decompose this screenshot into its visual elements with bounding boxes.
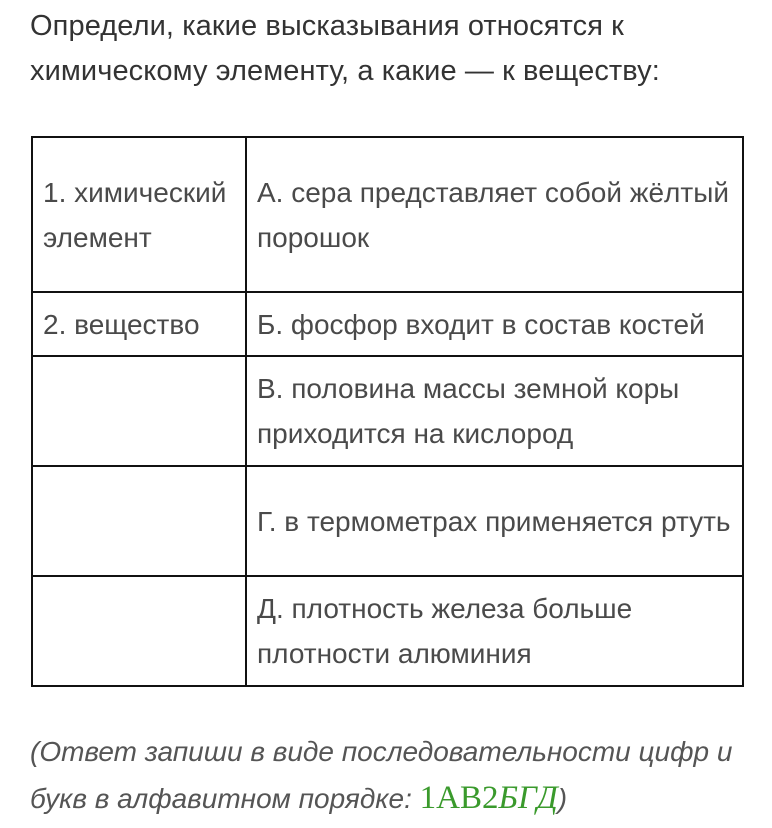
answer-example	[420, 780, 558, 816]
instruction-text: (Ответ запиши в виде последовательности цифр и букв в алфавитном порядке:	[30, 736, 733, 814]
category-label: 1. химический элемент	[43, 176, 227, 253]
answer-instruction	[30, 729, 750, 822]
answer-example-part2: БГД	[498, 780, 558, 816]
statement-cell	[246, 292, 743, 356]
table-row	[32, 292, 743, 356]
statement-cell	[246, 466, 743, 576]
statement-text: В. половина массы земной коры приходится на кислород	[257, 373, 680, 449]
empty-category-cell	[32, 466, 246, 576]
table-row	[32, 137, 743, 292]
statement-cell	[246, 356, 743, 466]
table-row	[32, 466, 743, 576]
statement-text: Б. фосфор входит в состав костей	[257, 308, 705, 340]
empty-category-cell	[32, 576, 246, 686]
category-cell	[32, 137, 246, 292]
statement-cell	[246, 137, 743, 292]
instruction-close: )	[557, 783, 568, 814]
category-label: 2. вещество	[43, 308, 200, 340]
matching-table	[31, 136, 744, 687]
statement-text: А. сера представляет собой жёлтый порошок	[257, 176, 729, 253]
table-row	[32, 576, 743, 686]
statement-cell	[246, 576, 743, 686]
empty-category-cell	[32, 356, 246, 466]
answer-example-part1: 1АВ2	[419, 780, 499, 816]
question-text: Определи, какие высказывания относятся к химическому элементу, а какие — к веществу:	[30, 10, 660, 87]
category-cell	[32, 292, 246, 356]
statement-text: Д. плотность железа больше плотности алюминия	[257, 593, 633, 669]
table-row	[32, 356, 743, 466]
statement-text: Г. в термометрах применяется ртуть	[257, 505, 731, 537]
